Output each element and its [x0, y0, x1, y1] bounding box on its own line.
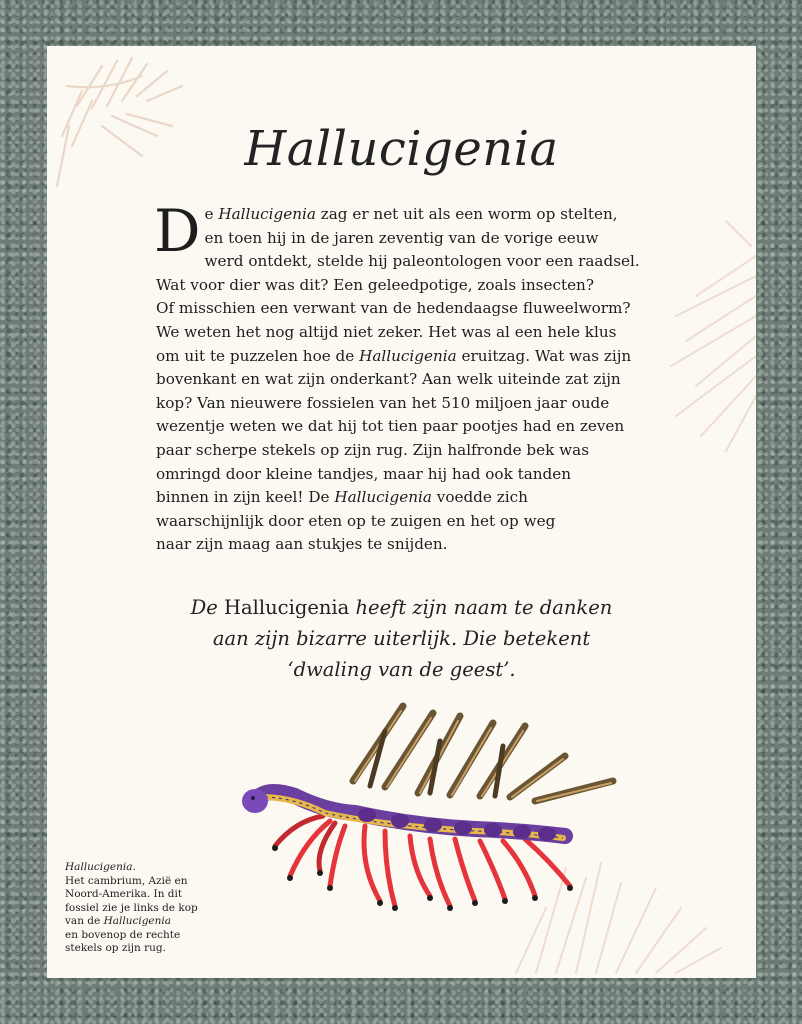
pull-quote [47, 592, 756, 685]
text-line [156, 392, 656, 416]
text-run: Of misschien een verwant van de hedendaagse fluweelworm? [156, 299, 631, 318]
body-text [154, 197, 656, 557]
text-line [47, 654, 756, 685]
text-run: Noord-Amerika. In dit [65, 888, 183, 900]
text-run: werd ontdekt, stelde hij paleontologen voor een raadsel. [204, 252, 640, 271]
fossil-sketch-right [656, 216, 756, 456]
text-run: en toen hij in de jaren zeventig van de vorige eeuw [204, 228, 599, 247]
text-run: fossiel zie je links de kop [65, 901, 198, 914]
text-run: e [204, 205, 219, 223]
italic-run: Hallucigenia [103, 915, 172, 927]
italic-run: De [190, 596, 225, 619]
text-run: bovenkant en wat zijn onderkant? Aan welk uiteinde zat zijn [156, 370, 621, 389]
italic-run: Hallucigenia [359, 346, 457, 365]
text-line [156, 486, 656, 510]
book-page [47, 46, 756, 978]
italic-run: Hallucigenia [334, 488, 432, 507]
hallucigenia-illustration [235, 701, 635, 916]
text-run: naar zijn maag aan stukjes te snijden. [156, 535, 448, 554]
text-run: omringd door kleine tandjes, maar hij had ook tanden [156, 464, 572, 483]
image-caption [65, 861, 235, 956]
italic-run: aan zijn bizarre uiterlijk. Die betekent [212, 627, 591, 650]
text-line [156, 274, 656, 298]
italic-run: Hallucigenia [218, 205, 316, 223]
text-run: kop? Van nieuwere fossielen van het 510 miljoen jaar oude [156, 393, 610, 412]
text-run: stekels op zijn rug. [65, 942, 166, 954]
text-run: van de [65, 915, 104, 927]
text-run: . [132, 861, 136, 873]
text-run: waarschijnlijk door eten op te zuigen en het op weg [156, 511, 556, 530]
text-line [156, 415, 656, 439]
text-line [65, 861, 235, 875]
text-line [156, 533, 656, 557]
text-run: Het cambrium, Azië en [65, 874, 188, 887]
text-run: eruitzag. Wat was zijn [456, 346, 632, 365]
text-line [156, 439, 656, 463]
text-run: voedde zich [431, 488, 528, 507]
body-lines [154, 197, 656, 557]
italic-run: ‘dwaling van de geest’. [287, 658, 516, 681]
text-run: Wat voor dier was dit? Een geleedpotige, zoals insecten? [156, 275, 594, 294]
text-run: binnen in zijn keel! De [156, 488, 335, 507]
text-line [156, 321, 656, 345]
text-line [156, 203, 656, 227]
text-run: paar scherpe stekels op zijn rug. Zijn halfronde bek was [156, 440, 589, 459]
text-line [65, 929, 235, 943]
text-line [156, 227, 656, 251]
text-line [47, 623, 756, 654]
text-run: om uit te puzzelen hoe de [156, 346, 360, 365]
text-line [47, 592, 756, 623]
italic-run: Hallucigenia [65, 861, 133, 873]
text-line [156, 250, 656, 274]
text-line [65, 875, 235, 889]
text-line [65, 902, 235, 916]
back-spines [353, 706, 613, 801]
text-line [65, 915, 235, 929]
text-run: We weten het nog altijd niet zeker. Het was al een hele klus [156, 322, 617, 341]
text-line [156, 297, 656, 321]
text-line [65, 942, 235, 956]
page-title: Hallucigenia [244, 121, 559, 177]
text-run: en bovenop de rechte [65, 928, 181, 941]
drop-cap: D [154, 197, 201, 265]
text-line [156, 510, 656, 534]
text-line [156, 463, 656, 487]
text-line [65, 888, 235, 902]
text-run: zag er net uit als een worm op stelten, [315, 205, 618, 223]
text-line [156, 368, 656, 392]
text-line [156, 345, 656, 369]
creature-head [242, 789, 268, 813]
text-run: Hallucigenia [224, 596, 350, 619]
text-run: wezentje weten we dat hij tot tien paar pootjes had en zeven [156, 417, 625, 436]
italic-run: heeft zijn naam te danken [349, 596, 613, 619]
